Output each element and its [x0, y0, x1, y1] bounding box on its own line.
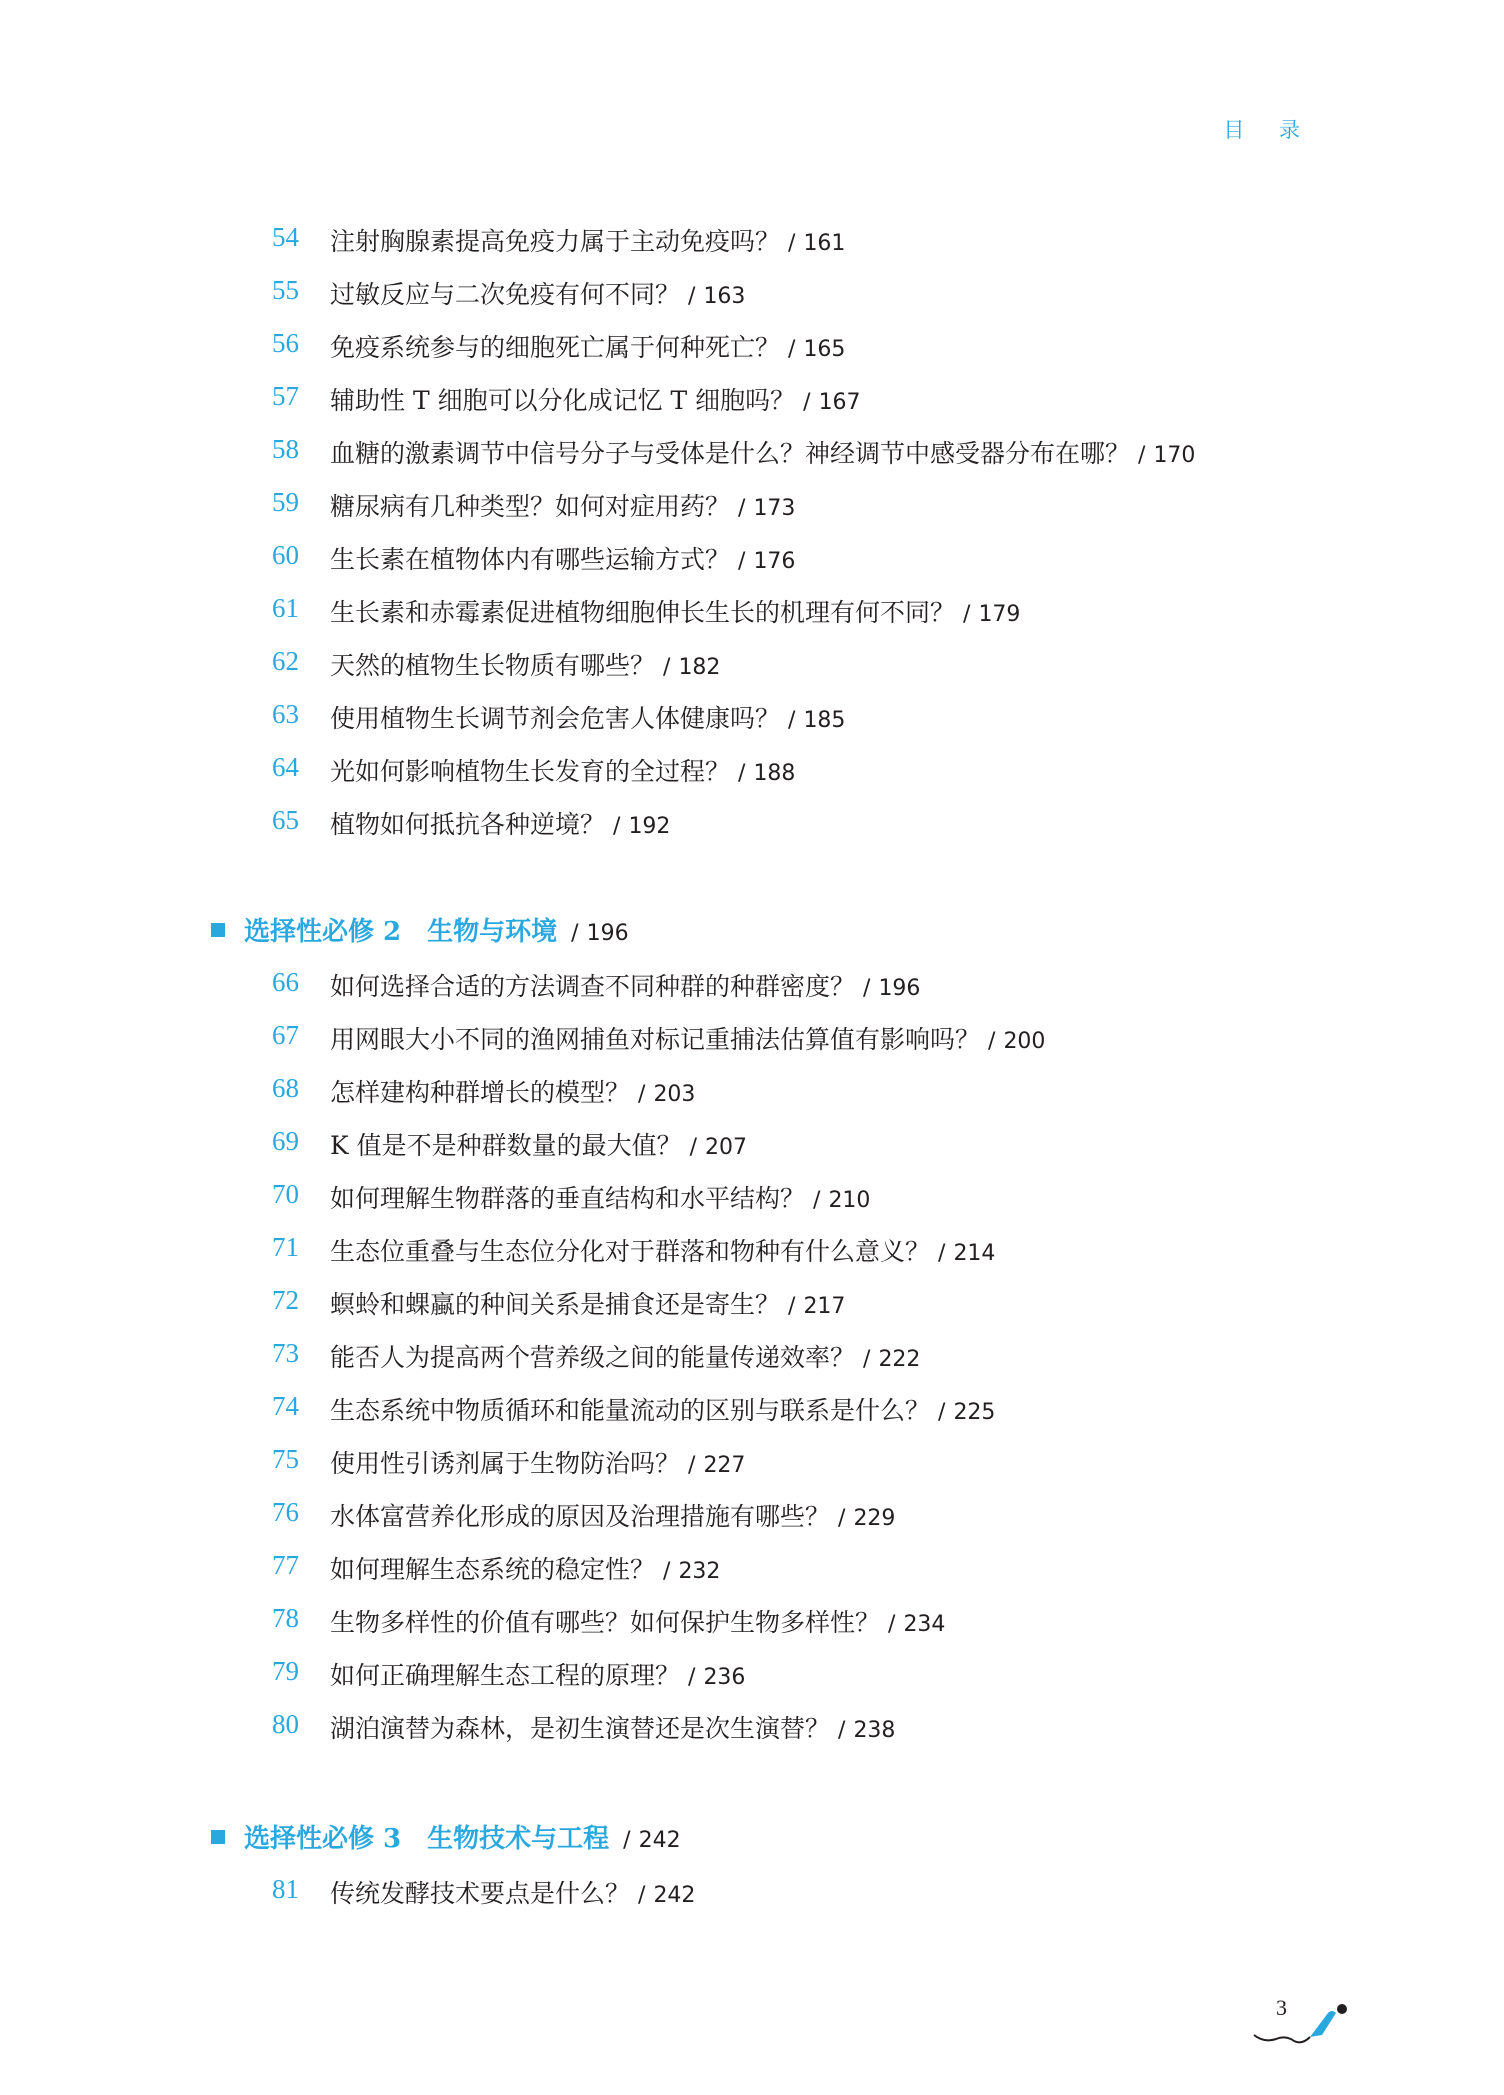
entry-page: 227 — [703, 1453, 746, 1478]
entry-page: 192 — [628, 814, 671, 839]
entry-number: 71 — [272, 1232, 299, 1262]
toc-entry[interactable]: 64 光如何影响植物生长发育的全过程？ / 188 — [272, 752, 796, 786]
toc-entry[interactable]: 65 植物如何抵抗各种逆境？ / 192 — [272, 805, 671, 839]
toc-entry[interactable]: 61 生长素和赤霉素促进植物细胞伸长生长的机理有何不同？ / 179 — [272, 593, 1021, 627]
toc-group-1 — [0, 222, 1504, 858]
entry-page: 179 — [978, 602, 1021, 627]
toc-entry[interactable]: 75 使用性引诱剂属于生物防治吗？ / 227 — [272, 1444, 746, 1478]
entry-number: 73 — [272, 1338, 299, 1368]
entry-page: 173 — [753, 496, 796, 521]
toc-entry[interactable]: 76 水体富营养化形成的原因及治理措施有哪些？ / 229 — [272, 1497, 896, 1531]
toc-section-3 — [0, 1821, 1504, 1927]
entry-number: 58 — [272, 434, 299, 464]
entry-title: 如何选择合适的方法调查不同种群的种群密度？ — [330, 972, 856, 1001]
entry-page: 225 — [953, 1400, 996, 1425]
entry-number: 60 — [272, 540, 299, 570]
entry-title: 水体富营养化形成的原因及治理措施有哪些？ — [330, 1502, 831, 1531]
entry-title: 如何理解生物群落的垂直结构和水平结构？ — [330, 1184, 806, 1213]
entry-page: 196 — [878, 976, 921, 1001]
entry-number: 54 — [272, 222, 299, 252]
entry-number: 62 — [272, 646, 299, 676]
entry-page: 217 — [803, 1294, 846, 1319]
toc-entry[interactable]: 62 天然的植物生长物质有哪些？ / 182 — [272, 646, 721, 680]
entry-title: 天然的植物生长物质有哪些？ — [330, 651, 656, 680]
entry-number: 64 — [272, 752, 299, 782]
toc-entry[interactable]: 78 生物多样性的价值有哪些？如何保护生物多样性？ / 234 — [272, 1603, 946, 1637]
entry-number: 76 — [272, 1497, 299, 1527]
pen-swoosh-icon — [1250, 1995, 1370, 2055]
entry-number: 81 — [272, 1874, 299, 1904]
toc-section-2 — [0, 914, 1504, 1762]
toc-entry[interactable]: 77 如何理解生态系统的稳定性？ / 232 — [272, 1550, 721, 1584]
entry-page: 214 — [953, 1241, 996, 1266]
entry-number: 61 — [272, 593, 299, 623]
toc-entry[interactable]: 70 如何理解生物群落的垂直结构和水平结构？ / 210 — [272, 1179, 871, 1213]
entry-number: 79 — [272, 1656, 299, 1686]
toc-entry[interactable]: 81 传统发酵技术要点是什么？ / 242 — [272, 1874, 696, 1908]
entry-number: 74 — [272, 1391, 299, 1421]
toc-entry[interactable]: 63 使用植物生长调节剂会危害人体健康吗？ / 185 — [272, 699, 846, 733]
entry-page: 185 — [803, 708, 846, 733]
toc-entry[interactable]: 67 用网眼大小不同的渔网捕鱼对标记重捕法估算值有影响吗？ / 200 — [272, 1020, 1046, 1054]
entry-page: 161 — [803, 231, 846, 256]
entry-title: 传统发酵技术要点是什么？ — [330, 1879, 631, 1908]
entry-page: 188 — [753, 761, 796, 786]
entry-page: 200 — [1003, 1029, 1046, 1054]
entry-page: 176 — [753, 549, 796, 574]
entry-title: 过敏反应与二次免疫有何不同？ — [330, 280, 681, 309]
entry-number: 65 — [272, 805, 299, 835]
section-heading[interactable]: 选择性必修 3 生物技术与工程 / 242 — [0, 1821, 1504, 1874]
entry-title: 生物多样性的价值有哪些？如何保护生物多样性？ — [330, 1608, 881, 1637]
entry-title: 血糖的激素调节中信号分子与受体是什么？神经调节中感受器分布在哪？ — [330, 439, 1131, 468]
entry-number: 55 — [272, 275, 299, 305]
entry-number: 80 — [272, 1709, 299, 1739]
entry-page: 229 — [853, 1506, 896, 1531]
entry-title: 生态位重叠与生态位分化对于群落和物种有什么意义？ — [330, 1237, 931, 1266]
entry-number: 78 — [272, 1603, 299, 1633]
toc-entry[interactable]: 68 怎样建构种群增长的模型？ / 203 — [272, 1073, 696, 1107]
entry-page: 167 — [818, 390, 861, 415]
toc-entry[interactable]: 54 注射胸腺素提高免疫力属于主动免疫吗？ / 161 — [272, 222, 846, 256]
entry-number: 57 — [272, 381, 299, 411]
toc-entry[interactable]: 79 如何正确理解生态工程的原理？ / 236 — [272, 1656, 746, 1690]
section-title: 选择性必修 2 生物与环境 — [244, 917, 558, 947]
entry-title: 生长素在植物体内有哪些运输方式？ — [330, 545, 731, 574]
toc-entry[interactable]: 69 K 值是不是种群数量的最大值？ / 207 — [272, 1126, 748, 1160]
entry-number: 59 — [272, 487, 299, 517]
running-header: 目 录 — [1223, 118, 1314, 142]
entry-page: 234 — [903, 1612, 946, 1637]
entry-page: 238 — [853, 1718, 896, 1743]
entry-number: 66 — [272, 967, 299, 997]
entry-page: 163 — [703, 284, 746, 309]
entry-page: 242 — [653, 1883, 696, 1908]
entry-title: 糖尿病有几种类型？如何对症用药？ — [330, 492, 731, 521]
page-number: 3 — [1276, 1995, 1287, 2020]
section-page: 196 — [586, 921, 629, 946]
square-bullet-icon — [211, 1830, 225, 1844]
entry-title: 如何理解生态系统的稳定性？ — [330, 1555, 656, 1584]
entry-page: 182 — [678, 655, 721, 680]
entry-number: 69 — [272, 1126, 299, 1156]
entry-page: 165 — [803, 337, 846, 362]
entry-title: 湖泊演替为森林，是初生演替还是次生演替？ — [330, 1714, 831, 1743]
entry-title: 能否人为提高两个营养级之间的能量传递效率？ — [330, 1343, 856, 1372]
toc-entry[interactable]: 60 生长素在植物体内有哪些运输方式？ / 176 — [272, 540, 796, 574]
entry-page: 210 — [828, 1188, 871, 1213]
toc-entry[interactable]: 56 免疫系统参与的细胞死亡属于何种死亡？ / 165 — [272, 328, 846, 362]
toc-entry[interactable]: 73 能否人为提高两个营养级之间的能量传递效率？ / 222 — [272, 1338, 921, 1372]
entry-number: 75 — [272, 1444, 299, 1474]
entry-title: 如何正确理解生态工程的原理？ — [330, 1661, 681, 1690]
section-page: 242 — [638, 1828, 681, 1853]
entry-number: 68 — [272, 1073, 299, 1103]
entry-page: 203 — [653, 1082, 696, 1107]
entry-page: 207 — [705, 1135, 748, 1160]
toc-entry[interactable]: 72 螟蛉和蜾蠃的种间关系是捕食还是寄生？ / 217 — [272, 1285, 846, 1319]
entry-title: 植物如何抵抗各种逆境？ — [330, 810, 606, 839]
entry-page: 232 — [678, 1559, 721, 1584]
entry-list — [0, 967, 1504, 1762]
entry-title: 生长素和赤霉素促进植物细胞伸长生长的机理有何不同？ — [330, 598, 956, 627]
toc-entry[interactable]: 55 过敏反应与二次免疫有何不同？ / 163 — [272, 275, 746, 309]
entry-title: 辅助性 T 细胞可以分化成记忆 T 细胞吗？ — [330, 386, 796, 415]
entry-title: 使用植物生长调节剂会危害人体健康吗？ — [330, 704, 781, 733]
page-footer — [1250, 1995, 1370, 2055]
entry-title: 使用性引诱剂属于生物防治吗？ — [330, 1449, 681, 1478]
entry-title: 用网眼大小不同的渔网捕鱼对标记重捕法估算值有影响吗？ — [330, 1025, 981, 1054]
section-title: 选择性必修 3 生物技术与工程 — [244, 1824, 610, 1854]
toc-entry[interactable]: 59 糖尿病有几种类型？如何对症用药？ / 173 — [272, 487, 796, 521]
entry-page: 222 — [878, 1347, 921, 1372]
entry-title: 注射胸腺素提高免疫力属于主动免疫吗？ — [330, 227, 781, 256]
entry-title: 免疫系统参与的细胞死亡属于何种死亡？ — [330, 333, 781, 362]
entry-page: 236 — [703, 1665, 746, 1690]
entry-number: 72 — [272, 1285, 299, 1315]
toc-entry[interactable]: 80 湖泊演替为森林，是初生演替还是次生演替？ / 238 — [272, 1709, 896, 1743]
entry-title: 光如何影响植物生长发育的全过程？ — [330, 757, 731, 786]
entry-title: 生态系统中物质循环和能量流动的区别与联系是什么？ — [330, 1396, 931, 1425]
section-heading[interactable]: 选择性必修 2 生物与环境 / 196 — [0, 914, 1504, 967]
entry-list — [0, 1874, 1504, 1927]
toc-entry[interactable]: 74 生态系统中物质循环和能量流动的区别与联系是什么？ / 225 — [272, 1391, 996, 1425]
toc-entry[interactable]: 58 血糖的激素调节中信号分子与受体是什么？神经调节中感受器分布在哪？ / 170 — [272, 434, 1196, 468]
entry-number: 56 — [272, 328, 299, 358]
toc-entry[interactable]: 66 如何选择合适的方法调查不同种群的种群密度？ / 196 — [272, 967, 921, 1001]
entry-page: 170 — [1153, 443, 1196, 468]
entry-number: 67 — [272, 1020, 299, 1050]
square-bullet-icon — [211, 923, 225, 937]
toc-entry[interactable]: 71 生态位重叠与生态位分化对于群落和物种有什么意义？ / 214 — [272, 1232, 996, 1266]
entry-title: 螟蛉和蜾蠃的种间关系是捕食还是寄生？ — [330, 1290, 781, 1319]
entry-title: 怎样建构种群增长的模型？ — [330, 1078, 631, 1107]
entry-number: 70 — [272, 1179, 299, 1209]
toc-entry[interactable]: 57 辅助性 T 细胞可以分化成记忆 T 细胞吗？ / 167 — [272, 381, 861, 415]
entry-title: K 值是不是种群数量的最大值？ — [330, 1131, 682, 1160]
entry-number: 77 — [272, 1550, 299, 1580]
entry-number: 63 — [272, 699, 299, 729]
